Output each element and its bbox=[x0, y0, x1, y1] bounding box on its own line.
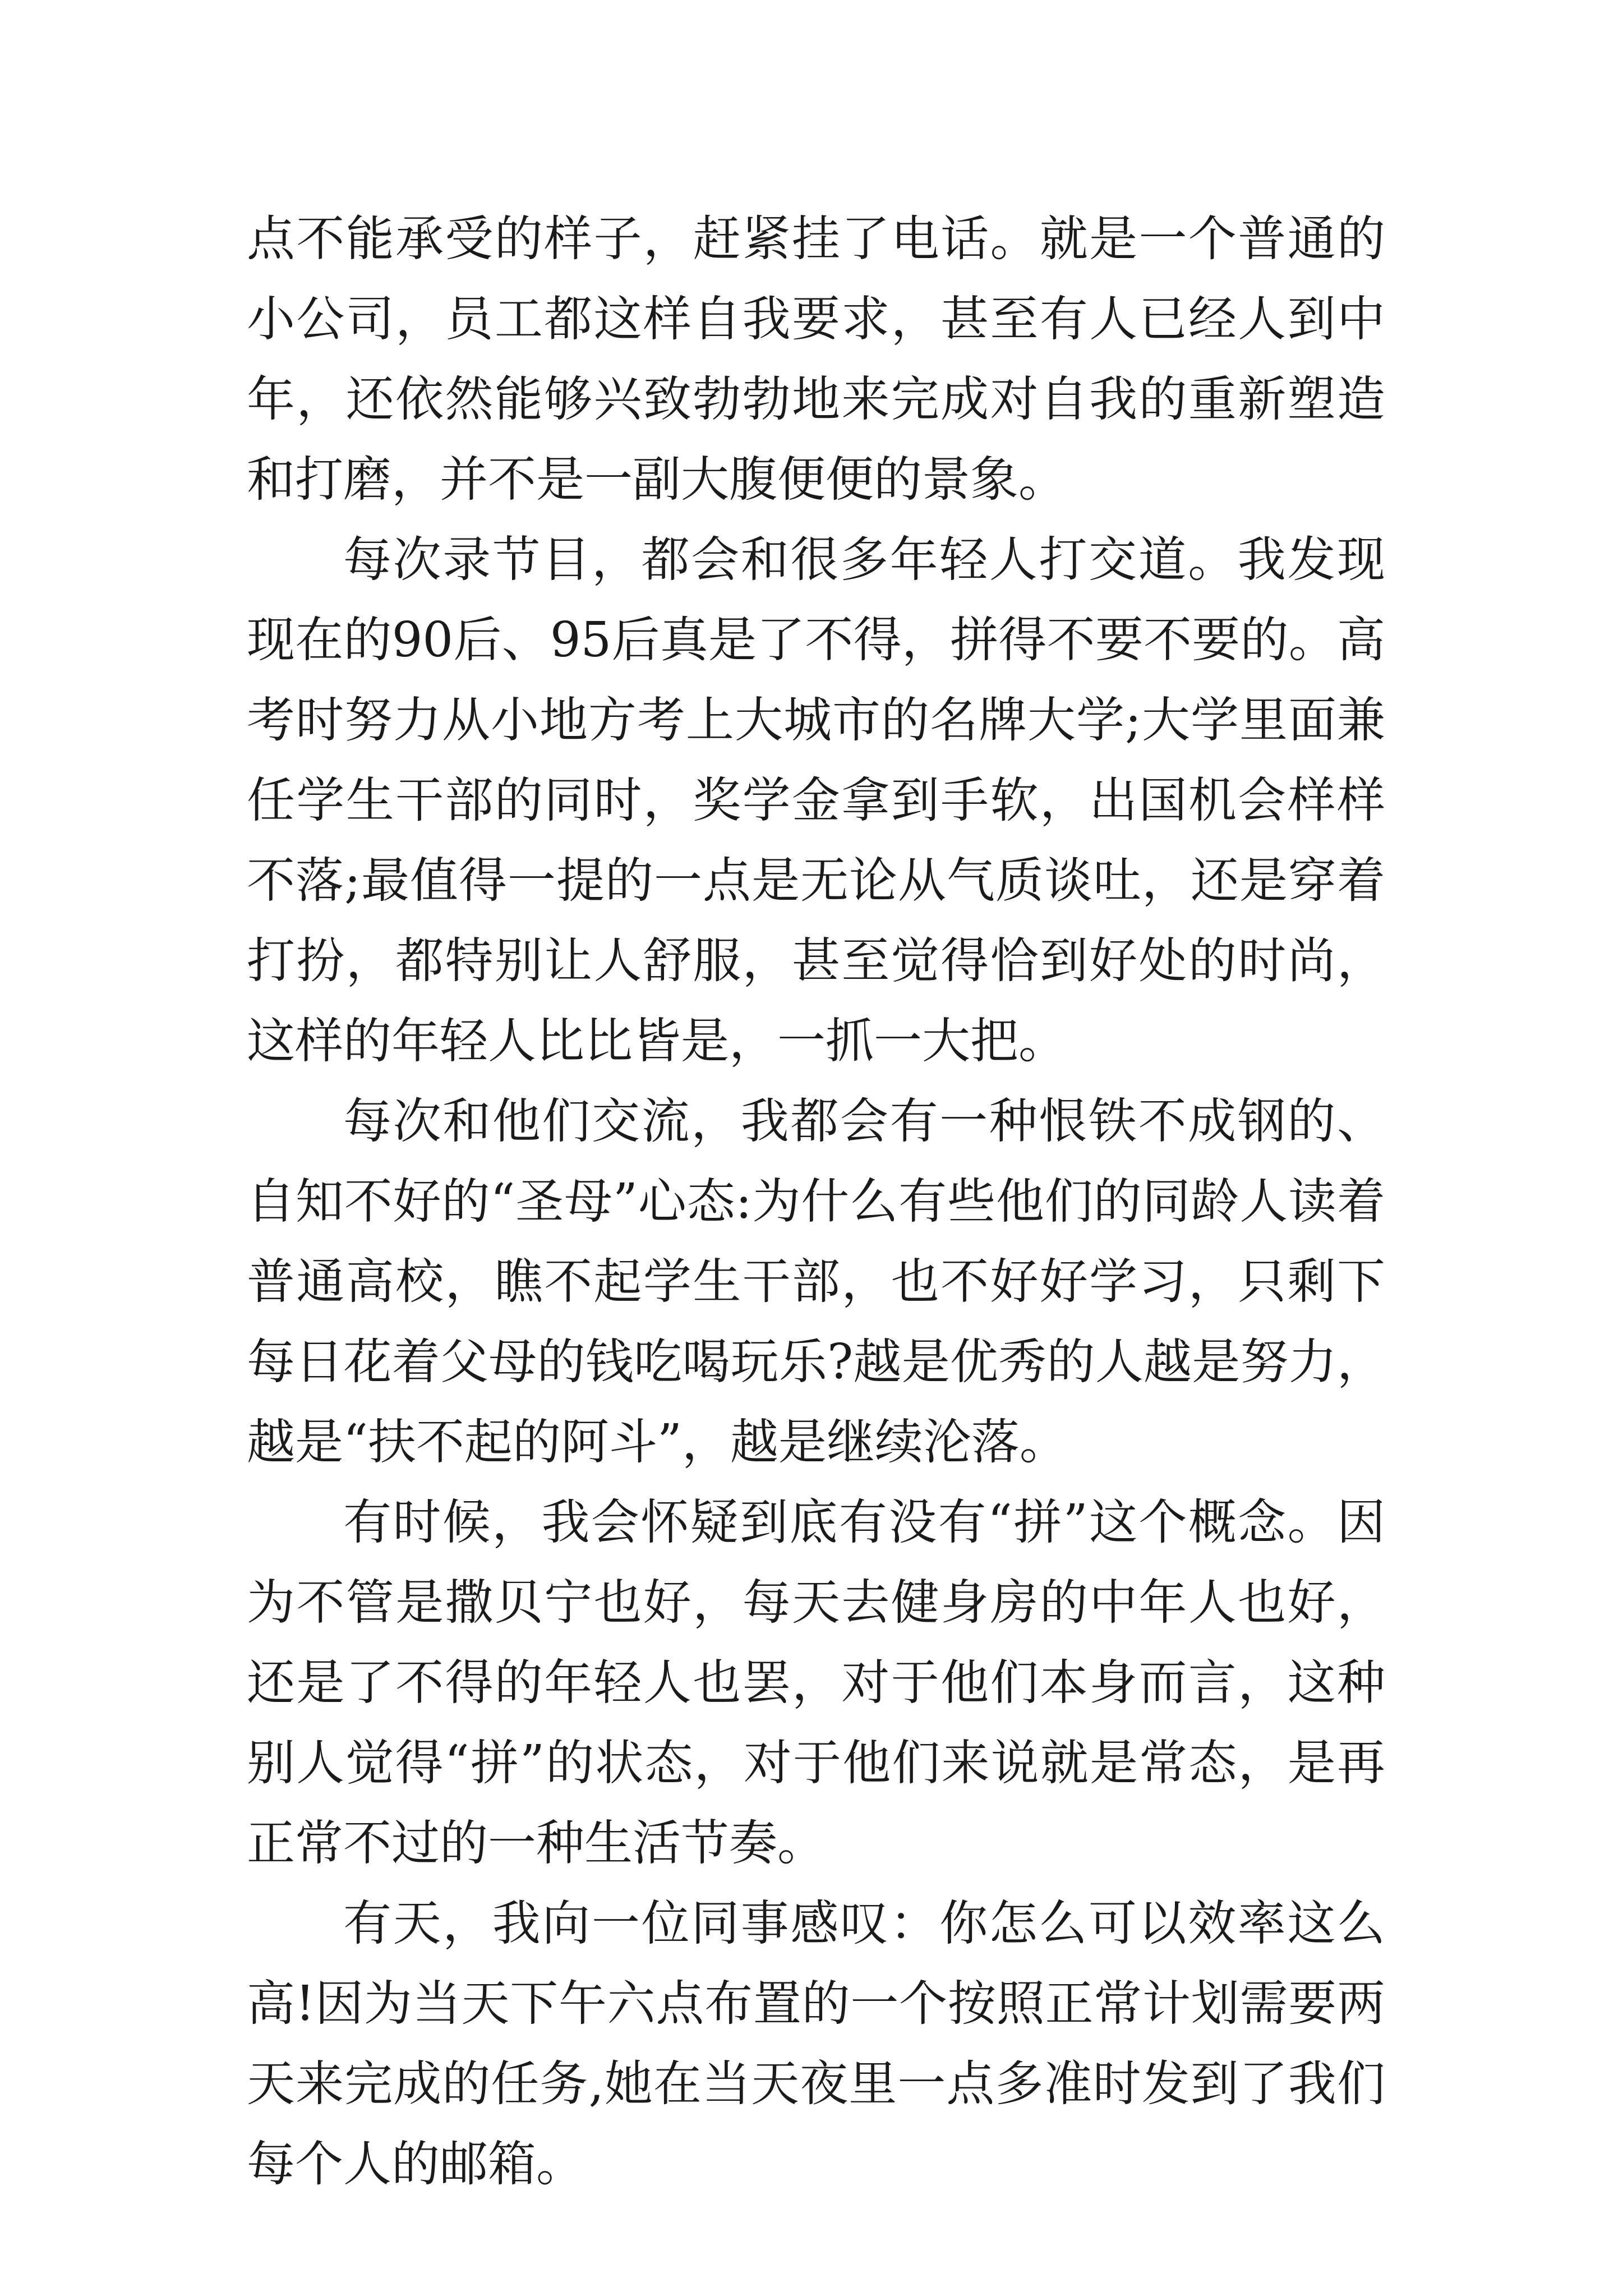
paragraph-5: 有天，我向一位同事感叹：你怎么可以效率这么高!因为当天下午六点布置的一个按照正常计划需要两天来完成的任务,她在当天夜里一点多准时发到了我们每个人的邮箱。 bbox=[247, 1895, 1385, 2192]
paragraph-3: 每次和他们交流，我都会有一种恨铁不成钢的、自知不好的“圣母”心态:为什么有些他们的同龄人读着普通高校，瞧不起学生干部，也不好好学习，只剩下每日花着父母的钱吃喝玩乐?越是优秀的人越是努力，越是“扶不起的阿斗”，越是继续沦落。 bbox=[247, 1093, 1385, 1470]
document-body bbox=[247, 199, 1385, 2205]
paragraph-1: 点不能承受的样子，赶紧挂了电话。就是一个普通的小公司，员工都这样自我要求，甚至有人已经人到中年，还依然能够兴致勃勃地来完成对自我的重新塑造和打磨，并不是一副大腹便便的景象。 bbox=[247, 211, 1385, 508]
paragraph-2: 每次录节目，都会和很多年轻人打交道。我发现现在的90后、95后真是了不得，拼得不要不要的。高考时努力从小地方考上大城市的名牌大学;大学里面兼任学生干部的同时，奖学金拿到手软，出国机会样样不落;最值得一提的一点是无论从气质谈吐，还是穿着打扮，都特别让人舒服，甚至觉得恰到好处的时尚，这样的年轻人比比皆是，一抓一大把。 bbox=[247, 532, 1385, 1069]
paragraph-4: 有时候，我会怀疑到底有没有“拼”这个概念。因为不管是撒贝宁也好，每天去健身房的中年人也好，还是了不得的年轻人也罢，对于他们本身而言，这种别人觉得“拼”的状态，对于他们来说就是常态，是再正常不过的一种生活节奏。 bbox=[247, 1494, 1385, 1871]
